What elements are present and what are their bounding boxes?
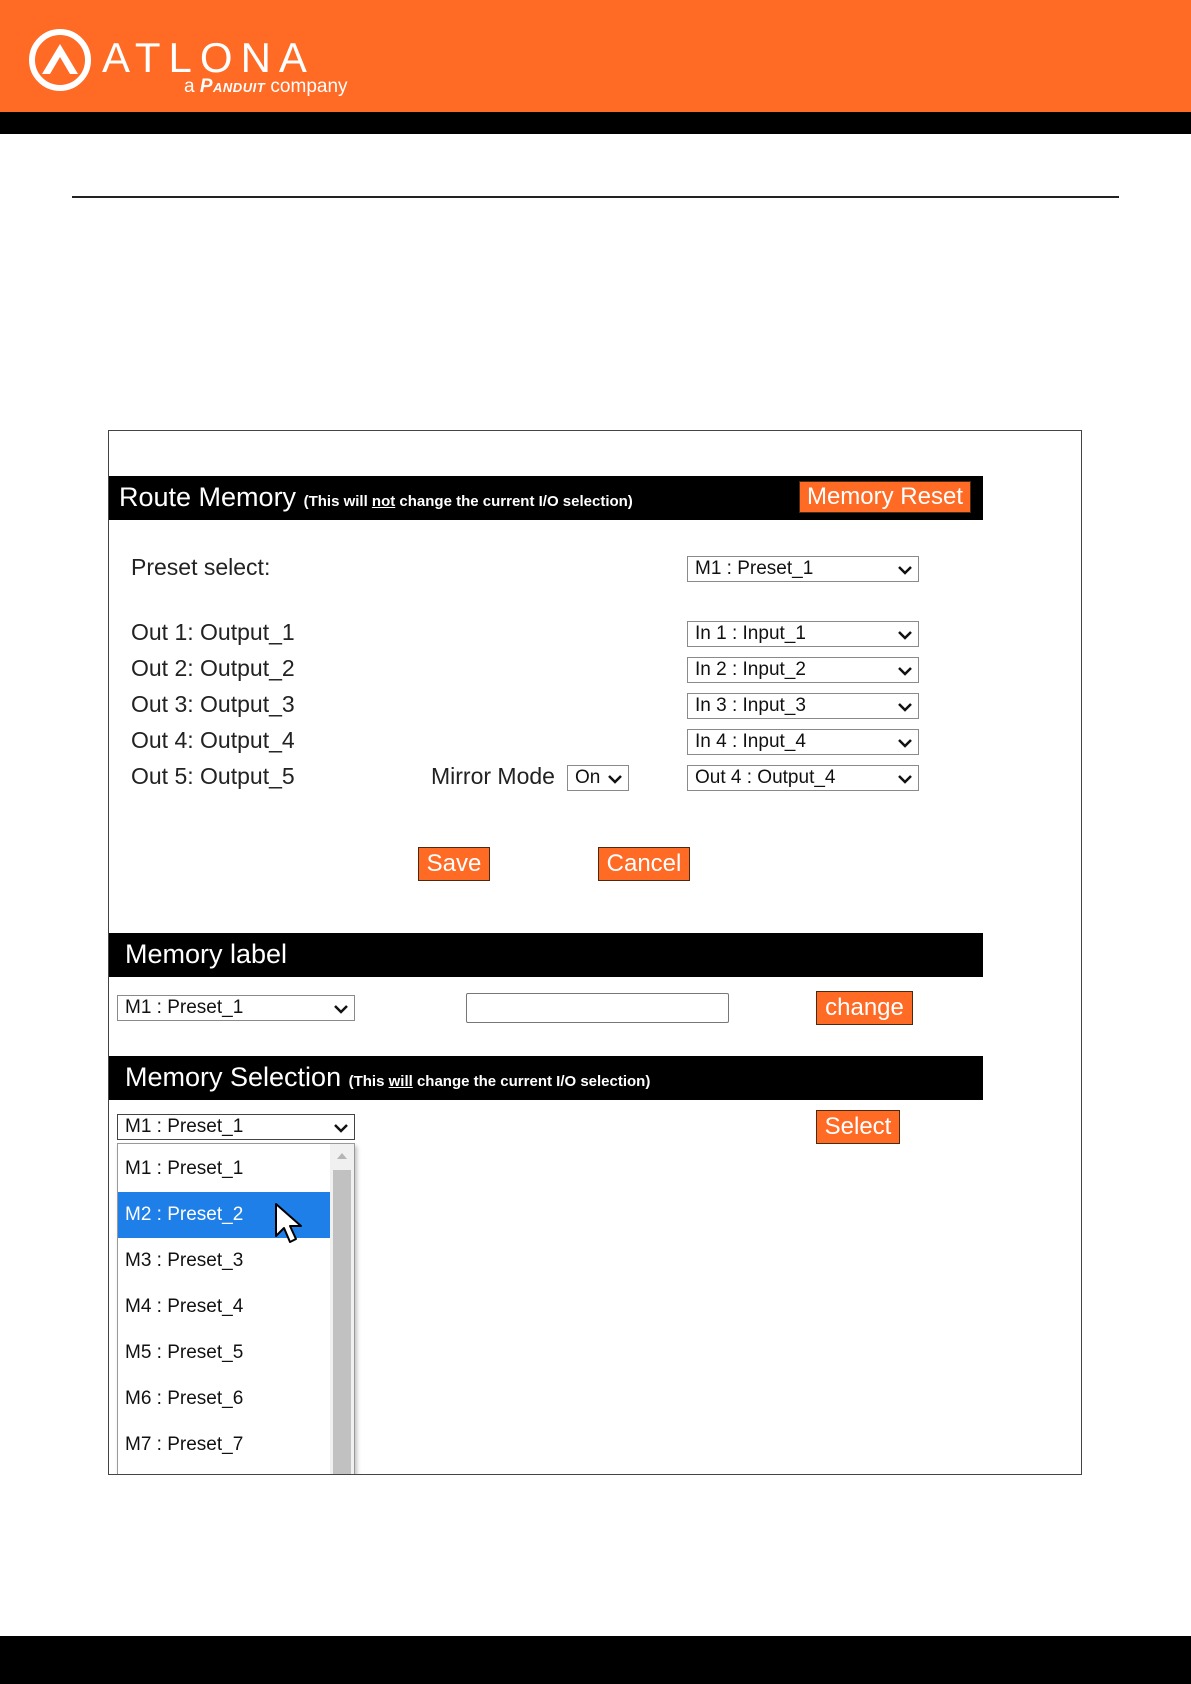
memory-reset-button[interactable]: Memory Reset bbox=[799, 481, 971, 513]
output-2-label: Out 2: Output_2 bbox=[131, 655, 295, 681]
atlona-logo-icon bbox=[28, 28, 92, 92]
memory-selection-note: (This will change the current I/O selection) bbox=[348, 1073, 651, 1090]
memory-selection-header bbox=[109, 1056, 983, 1100]
chevron-down-icon bbox=[898, 666, 912, 676]
chevron-down-icon bbox=[898, 565, 912, 575]
output-2-source-select[interactable]: In 2 : Input_2 bbox=[687, 657, 919, 683]
output-5-source-select[interactable]: Out 4 : Output_4 bbox=[687, 765, 919, 791]
tagline-prefix: a bbox=[184, 76, 195, 97]
preset-select-label: Preset select: bbox=[131, 554, 271, 580]
dropdown-option[interactable]: M7 : Preset_7 bbox=[125, 1434, 244, 1455]
memory-selection-title-text: Memory Selection bbox=[125, 1062, 342, 1092]
memory-selection-select[interactable]: M1 : Preset_1 bbox=[117, 1114, 355, 1140]
dropdown-option[interactable]: M4 : Preset_4 bbox=[125, 1296, 244, 1317]
chevron-down-icon bbox=[898, 738, 912, 748]
mouse-pointer-icon bbox=[274, 1202, 304, 1246]
route-memory-header bbox=[109, 476, 983, 520]
chevron-down-icon bbox=[898, 702, 912, 712]
save-button[interactable]: Save bbox=[418, 847, 490, 881]
wordmark-text: ATLONA bbox=[102, 40, 315, 76]
output-4-source-select[interactable]: In 4 : Input_4 bbox=[687, 729, 919, 755]
chevron-down-icon bbox=[334, 1123, 348, 1133]
dropdown-option[interactable]: M6 : Preset_6 bbox=[125, 1388, 244, 1409]
scroll-up-arrow-icon[interactable] bbox=[336, 1152, 348, 1160]
output-3-label: Out 3: Output_3 bbox=[131, 691, 295, 717]
scrollbar-thumb[interactable] bbox=[333, 1170, 351, 1475]
footer-bar bbox=[0, 1636, 1191, 1684]
horizontal-rule bbox=[72, 196, 1119, 198]
dropdown-option[interactable]: M5 : Preset_5 bbox=[125, 1342, 244, 1363]
mirror-mode-select[interactable]: On bbox=[567, 765, 629, 791]
route-memory-note: (This will not change the current I/O selection) bbox=[303, 493, 633, 510]
output-5-label: Out 5: Output_5 bbox=[131, 763, 295, 789]
memory-label-select[interactable]: M1 : Preset_1 bbox=[117, 995, 355, 1021]
brand-tagline bbox=[184, 76, 348, 98]
memory-selection-dropdown-list[interactable] bbox=[117, 1143, 355, 1475]
cancel-button[interactable]: Cancel bbox=[598, 847, 690, 881]
dropdown-option-highlighted[interactable]: M2 : Preset_2 bbox=[118, 1192, 330, 1238]
chevron-down-icon bbox=[608, 774, 622, 784]
output-4-label: Out 4: Output_4 bbox=[131, 727, 295, 753]
web-ui-panel bbox=[108, 430, 1082, 1475]
dropdown-option[interactable]: M3 : Preset_3 bbox=[125, 1250, 244, 1271]
output-1-label: Out 1: Output_1 bbox=[131, 619, 295, 645]
mirror-mode-label: Mirror Mode bbox=[431, 763, 555, 789]
atlona-wordmark bbox=[102, 40, 364, 76]
change-button[interactable]: change bbox=[816, 991, 913, 1025]
header-divider-bar bbox=[0, 112, 1191, 134]
memory-label-header bbox=[109, 933, 983, 977]
memory-label-input[interactable] bbox=[466, 993, 729, 1023]
route-memory-title bbox=[119, 482, 633, 513]
select-button[interactable]: Select bbox=[816, 1110, 900, 1144]
chevron-down-icon bbox=[898, 630, 912, 640]
route-memory-title-text: Route Memory bbox=[119, 482, 297, 512]
memory-selection-title bbox=[125, 1062, 650, 1093]
memory-label-title: Memory label bbox=[125, 939, 288, 969]
tagline-suffix: company bbox=[270, 76, 348, 97]
dropdown-scrollbar[interactable] bbox=[330, 1144, 354, 1475]
output-1-source-select[interactable]: In 1 : Input_1 bbox=[687, 621, 919, 647]
dropdown-option[interactable]: M1 : Preset_1 bbox=[125, 1158, 244, 1179]
preset-select[interactable]: M1 : Preset_1 bbox=[687, 556, 919, 582]
tagline-brand: Panduit bbox=[199, 76, 266, 97]
brand-header bbox=[0, 0, 1191, 112]
chevron-down-icon bbox=[334, 1004, 348, 1014]
output-3-source-select[interactable]: In 3 : Input_3 bbox=[687, 693, 919, 719]
chevron-down-icon bbox=[898, 774, 912, 784]
